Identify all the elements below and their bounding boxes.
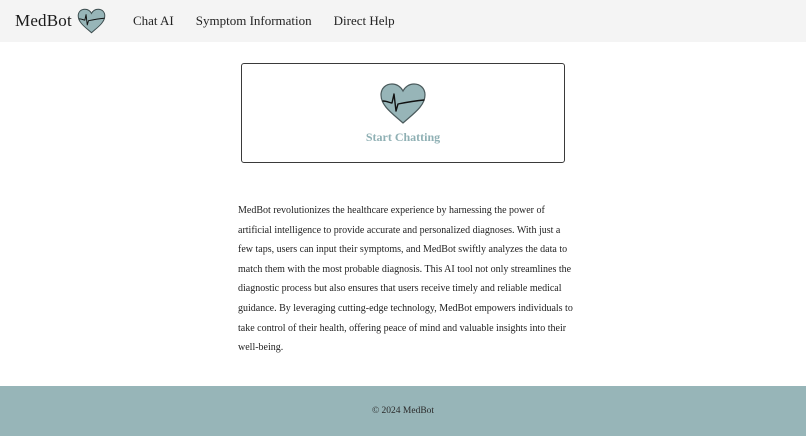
brand[interactable] [15, 8, 106, 34]
footer [0, 386, 806, 436]
start-chatting-label: Start Chatting [365, 130, 441, 144]
heart-pulse-icon [77, 8, 106, 34]
about-paragraph: MedBot revolutionizes the healthcare experience by harnessing the power of artificial intelligence to provide accurate and personalized diagnoses. With just a few taps, users can input their symptoms, and MedBot swiftly analyzes the data to match them with the most probable diagnosis. This AI tool not only streamlines the diagnostic process but also ensures that users receive timely and reliable medical guidance. By leveraging cutting-edge technology, MedBot empowers individuals to take control of their health, offering peace of mind and valuable insights into their well-being. [238, 205, 573, 354]
main-nav [133, 13, 417, 29]
start-chatting-button[interactable] [241, 63, 565, 163]
nav-symptom-information[interactable]: Symptom Information [195, 13, 312, 28]
top-navbar [0, 0, 806, 42]
nav-direct-help[interactable]: Direct Help [333, 13, 395, 28]
nav-chat-ai[interactable]: Chat AI [132, 13, 174, 28]
heart-pulse-icon [379, 82, 427, 125]
copyright-text: © 2024 MedBot [371, 406, 435, 416]
brand-name: MedBot [15, 11, 72, 30]
